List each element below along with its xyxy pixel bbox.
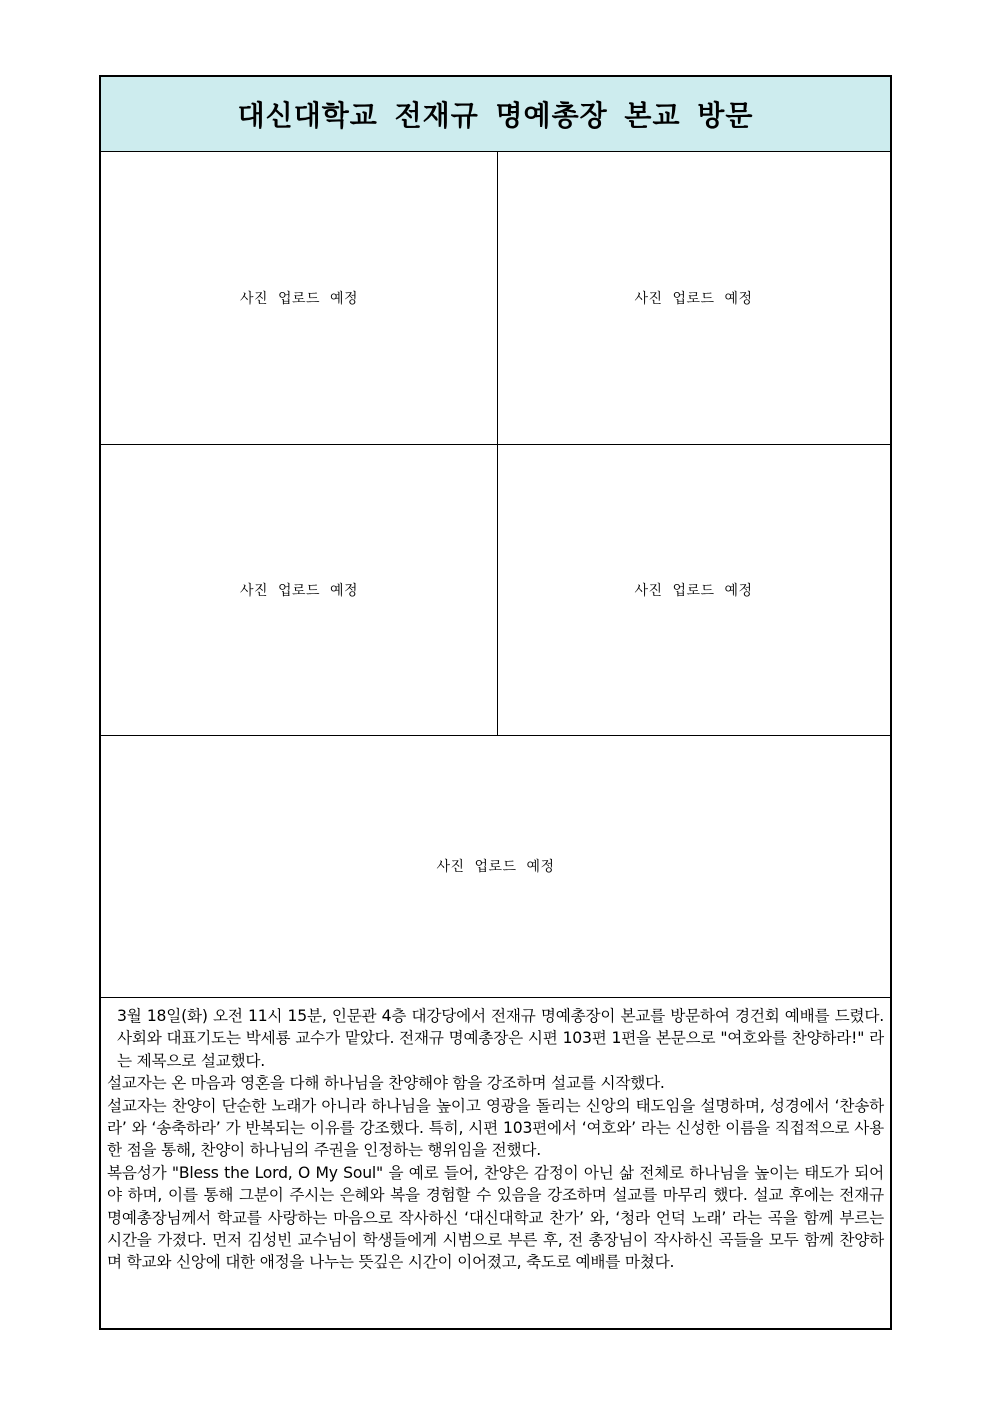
title-bar [101, 77, 890, 152]
article-paragraph: 설교자는 찬양이 단순한 노래가 아니라 하나님을 높이고 영광을 돌리는 신앙의 태도임을 설명하며, 성경에서 ‘찬송하라’ 와 ‘송축하라’ 가 반복되는 이유를 강조했다. 특히, 시편 103편에서 ‘여호와’ 라는 신성한 이름을 직접적으로 사용한 점을 통해, 찬양이 하나님의 주권을 인정하는 행위임을 전했다. [107, 1096, 884, 1160]
photo-placeholder-label: 사진 업로드 예정 [634, 582, 753, 599]
photo-placeholder-4 [497, 444, 890, 735]
article-paragraph: 3월 18일(화) 오전 11시 15분, 인문관 4층 대강당에서 전재규 명예총장이 본교를 방문하여 경건회 예배를 드렸다. 사회와 대표기도는 박세룡 교수가 맡았다. 전재규 명예총장은 시편 103편 1편을 본문으로 "여호와를 찬양하라!" 라는 제목으로 설교했다. [117, 1007, 884, 1070]
document-frame [99, 75, 892, 1330]
photo-placeholder-label: 사진 업로드 예정 [239, 582, 359, 599]
photo-placeholder-2 [497, 152, 890, 444]
article-body [107, 1005, 884, 1274]
article-paragraph: 설교자는 온 마음과 영혼을 다해 하나님을 찬양해야 함을 강조하며 설교를 시작했다. [107, 1074, 665, 1093]
grid-divider-row3 [101, 997, 890, 998]
photo-placeholder-label: 사진 업로드 예정 [634, 291, 753, 307]
photo-placeholder-1 [101, 152, 497, 444]
page-title: 대신대학교 전재규 명예총장 본교 방문 [237, 99, 754, 132]
photo-placeholder-label: 사진 업로드 예정 [239, 291, 359, 307]
photo-placeholder-label: 사진 업로드 예정 [436, 859, 555, 875]
photo-placeholder-5 [101, 735, 890, 997]
photo-placeholder-3 [101, 444, 497, 735]
article-paragraph: 복음성가 "Bless the Lord, O My Soul" 을 예로 들어, 찬양은 감정이 아닌 삶 전체로 하나님을 높이는 태도가 되어야 하며, 이를 통해 그분이 주시는 은혜와 복을 경험할 수 있음을 강조하며 설교를 마무리 했다. 설교 후에는 전재규 명예총장님께서 학교를 사랑하는 마음으로 작사하신 ‘대신대학교 찬가’ 와, ‘청라 언덕 노래’ 라는 곡을 함께 부르는 시간을 가졌다. 먼저 김성빈 교수님이 학생들에게 시범으로 부른 후, 전 총장님이 작사하신 곡들을 모두 함께 찬양하며 학교와 신앙에 대한 애정을 나누는 뜻깊은 시간이 이어졌고, 축도로 예배를 마쳤다. [107, 1163, 884, 1272]
